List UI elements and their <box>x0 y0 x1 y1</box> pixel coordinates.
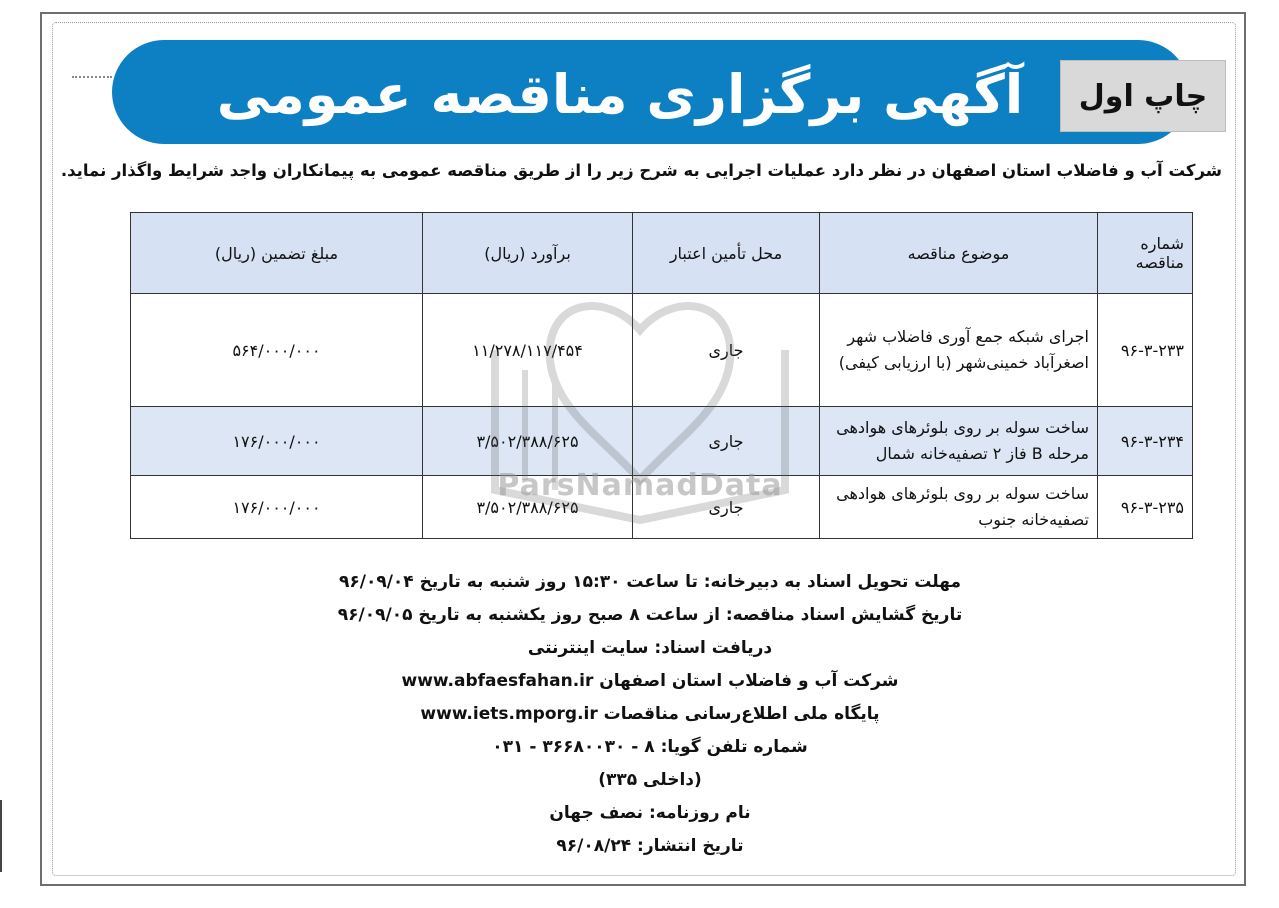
cell-estimate: ۳/۵۰۲/۳۸۸/۶۲۵ <box>423 476 633 539</box>
cell-subject: اجرای شبکه جمع آوری فاضلاب شهر اصغرآباد خمینی‌شهر (با ارزیابی کیفی) <box>820 294 1098 407</box>
cell-number: ۹۶-۳-۲۳۳ <box>1098 294 1193 407</box>
cell-number: ۹۶-۳-۲۳۵ <box>1098 476 1193 539</box>
cell-estimate: ۱۱/۲۷۸/۱۱۷/۴۵۴ <box>423 294 633 407</box>
cell-number: ۹۶-۳-۲۳۴ <box>1098 407 1193 476</box>
cell-guarantee: ۵۶۴/۰۰۰/۰۰۰ <box>131 294 423 407</box>
cell-funding: جاری <box>633 476 820 539</box>
header-number: شماره مناقصه <box>1098 213 1193 294</box>
edge-mark <box>0 800 2 872</box>
cell-estimate: ۳/۵۰۲/۳۸۸/۶۲۵ <box>423 407 633 476</box>
cell-funding: جاری <box>633 407 820 476</box>
cell-guarantee: ۱۷۶/۰۰۰/۰۰۰ <box>131 407 423 476</box>
tender-table <box>130 212 1193 539</box>
header-guarantee: مبلغ تضمین (ریال) <box>131 213 423 294</box>
header-funding: محل تأمین اعتبار <box>633 213 820 294</box>
phone-line: شماره تلفن گویا: ۸ - ۳۶۶۸۰۰۳۰ - ۰۳۱ <box>492 737 808 757</box>
iets-site-line: پایگاه ملی اطلاع‌رسانی مناقصات www.iets.mporg.ir <box>420 704 880 724</box>
table-header-row <box>131 213 1193 294</box>
extension-line: (داخلی ۳۳۵) <box>598 770 702 790</box>
newspaper-line: نام روزنامه: نصف جهان <box>549 803 751 823</box>
page-title: آگهی برگزاری مناقصه عمومی <box>216 62 1024 126</box>
cell-guarantee: ۱۷۶/۰۰۰/۰۰۰ <box>131 476 423 539</box>
publish-date-line: تاریخ انتشار: ۹۶/۰۸/۲۴ <box>556 836 744 856</box>
intro-text: شرکت آب و فاضلاب استان اصفهان در نظر دارد عملیات اجرایی به شرح زیر را از طریق مناقصه عمومی به پیمانکاران واجد شرایط واگذار نماید. <box>60 161 1222 180</box>
deadline-line: مهلت تحویل اسناد به دبیرخانه: تا ساعت ۱۵:۳۰ روز شنبه به تاریخ ۹۶/۰۹/۰۴ <box>338 572 961 592</box>
documents-line: دریافت اسناد: سایت اینترنتی <box>527 638 773 658</box>
company-site-line: شرکت آب و فاضلاب استان اصفهان www.abfaesfahan.ir <box>401 671 899 691</box>
cell-subject: ساخت سوله بر روی بلوئرهای هوادهی مرحله B فاز ۲ تصفیه‌خانه شمال <box>820 407 1098 476</box>
table-row <box>131 476 1193 539</box>
opening-line: تاریخ گشایش اسناد مناقصه: از ساعت ۸ صبح روز یکشنبه به تاریخ ۹۶/۰۹/۰۵ <box>337 605 963 625</box>
header-estimate: برآورد (ریال) <box>423 213 633 294</box>
header-subject: موضوع مناقصه <box>820 213 1098 294</box>
table-row <box>131 407 1193 476</box>
cell-subject: ساخت سوله بر روی بلوئرهای هوادهی تصفیه‌خانه جنوب <box>820 476 1098 539</box>
edition-badge: چاپ اول <box>1060 60 1226 132</box>
cell-funding: جاری <box>633 294 820 407</box>
details-block <box>300 566 1000 863</box>
watermark-text: ParsNamadData <box>497 468 783 503</box>
table-row <box>131 294 1193 407</box>
dotted-divider <box>72 76 112 78</box>
